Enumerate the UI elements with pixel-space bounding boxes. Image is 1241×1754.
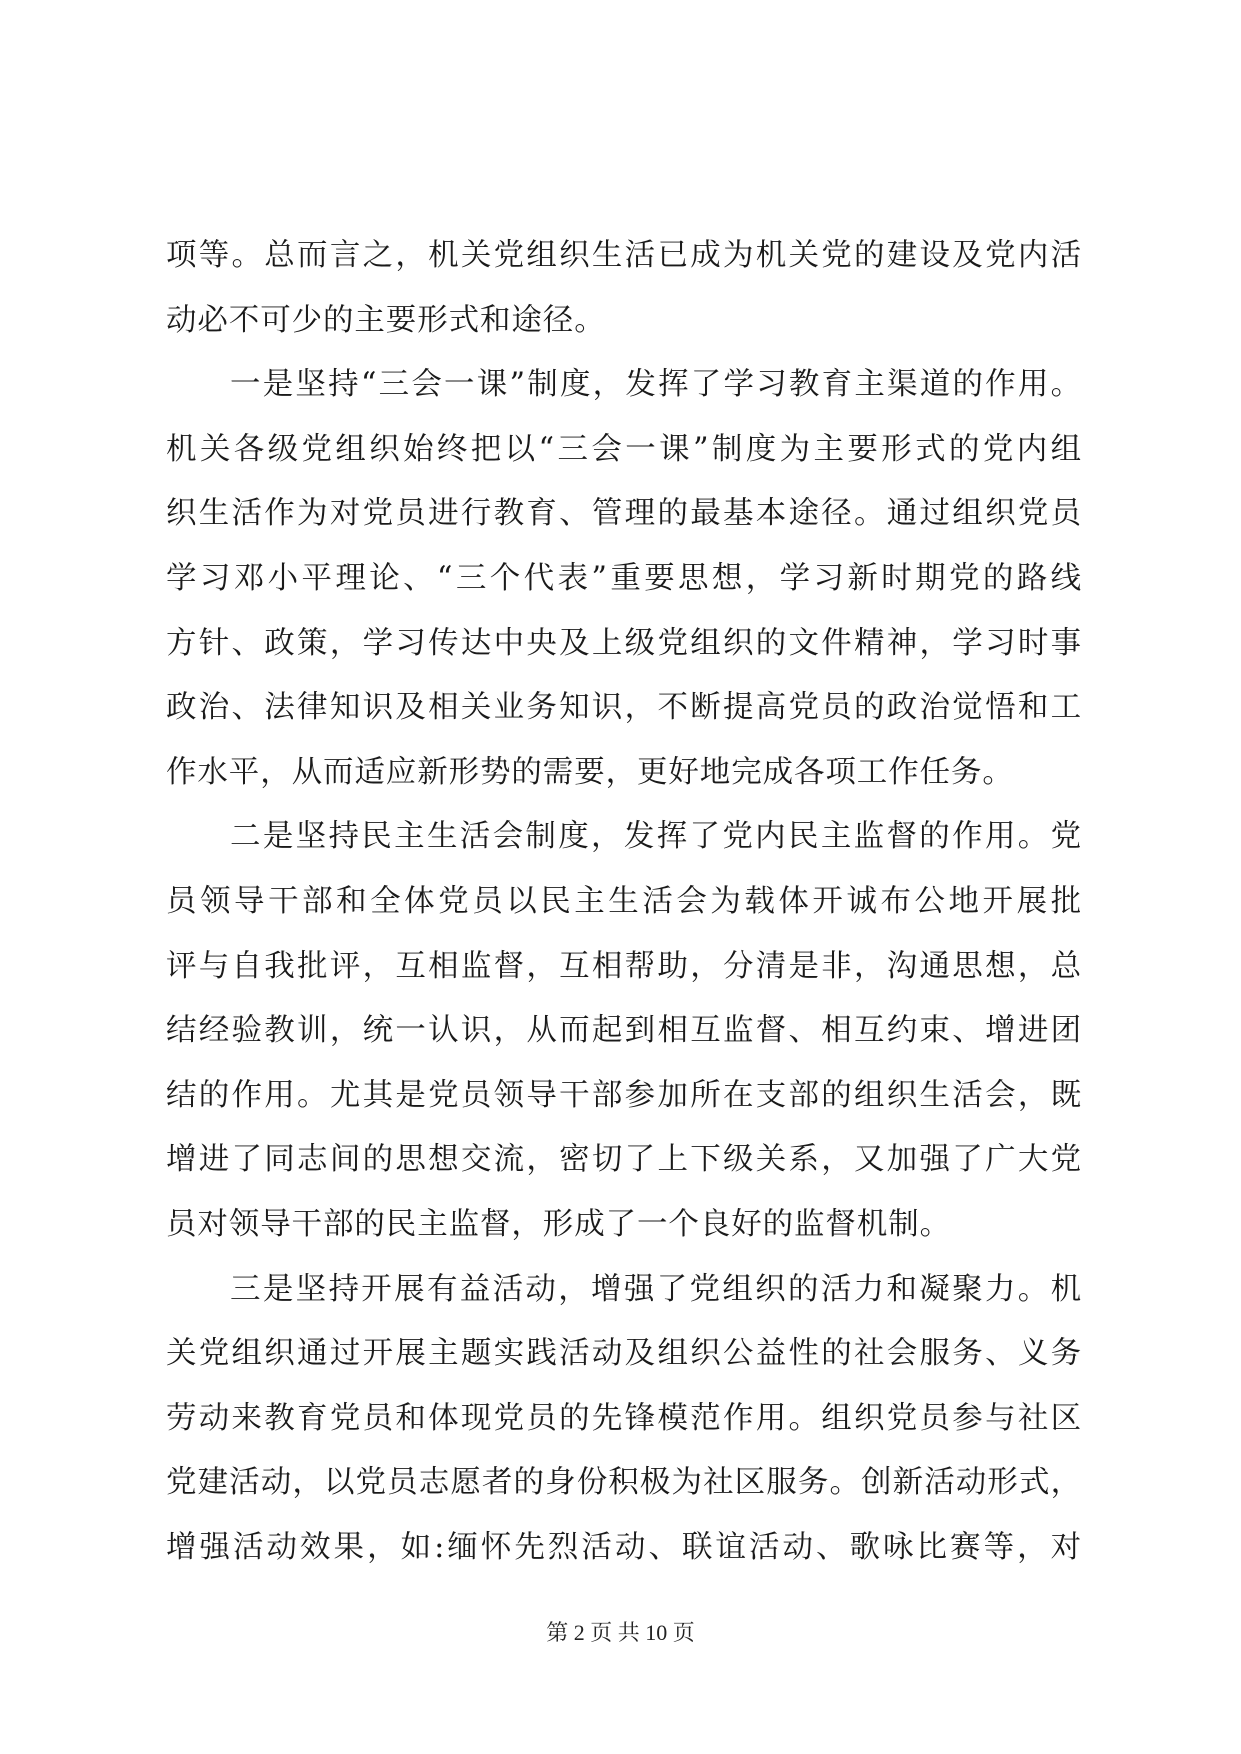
paragraph-continuation (166, 224, 1082, 353)
document-body (166, 224, 1082, 1580)
text-line: 作水平，从而适应新形势的需要，更好地完成各项工作任务。 (166, 754, 1014, 790)
text-line: 三是坚持开展有益活动，增强了党组织的活力和凝聚力。机 (230, 1271, 1082, 1307)
text-line: 结的作用。尤其是党员领导干部参加所在支部的组织生活会，既 (166, 1077, 1082, 1113)
text-line: 动必不可少的主要形式和途径。 (166, 302, 606, 338)
text-line: 项等。总而言之，机关党组织生活已成为机关党的建设及党内活 (166, 238, 1082, 273)
text-line: 增进了同志间的思想交流，密切了上下级关系，又加强了广大党 (166, 1142, 1082, 1178)
paragraph-democratic-life (166, 805, 1082, 1257)
text-line: 二是坚持民主生活会制度，发挥了党内民主监督的作用。党 (230, 819, 1082, 855)
text-line: 织生活作为对党员进行教育、管理的最基本途径。通过组织党员 (166, 496, 1082, 532)
text-line: 一是坚持“三会一课”制度，发挥了学习教育主渠道的作用。 (230, 367, 1082, 403)
text-line: 增强活动效果，如:缅怀先烈活动、联谊活动、歌咏比赛等，对 (166, 1529, 1082, 1565)
paragraph-three-meetings (166, 353, 1082, 805)
text-line: 机关各级党组织始终把以“三会一课”制度为主要形式的党内组 (166, 431, 1082, 467)
text-line: 关党组织通过开展主题实践活动及组织公益性的社会服务、义务 (166, 1336, 1082, 1372)
text-line: 员对领导干部的民主监督，形成了一个良好的监督机制。 (166, 1206, 951, 1242)
text-line: 评与自我批评，互相监督，互相帮助，分清是非，沟通思想，总 (166, 948, 1082, 984)
text-line: 学习邓小平理论、“三个代表”重要思想，学习新时期党的路线 (166, 560, 1082, 596)
text-line: 方针、政策，学习传达中央及上级党组织的文件精神，学习时事 (166, 625, 1082, 661)
page-number-footer: 第 2 页 共 10 页 (546, 1620, 695, 1645)
text-line: 劳动来教育党员和体现党员的先锋模范作用。组织党员参与社区 (166, 1400, 1082, 1436)
text-line: 政治、法律知识及相关业务知识，不断提高党员的政治觉悟和工 (166, 690, 1082, 726)
text-line: 党建活动，以党员志愿者的身份积极为社区服务。创新活动形式， (166, 1465, 1082, 1501)
paragraph-beneficial-activities (166, 1258, 1082, 1581)
text-line: 结经验教训，统一认识，从而起到相互监督、相互约束、增进团 (166, 1013, 1082, 1049)
text-line: 员领导干部和全体党员以民主生活会为载体开诚布公地开展批 (166, 883, 1082, 919)
